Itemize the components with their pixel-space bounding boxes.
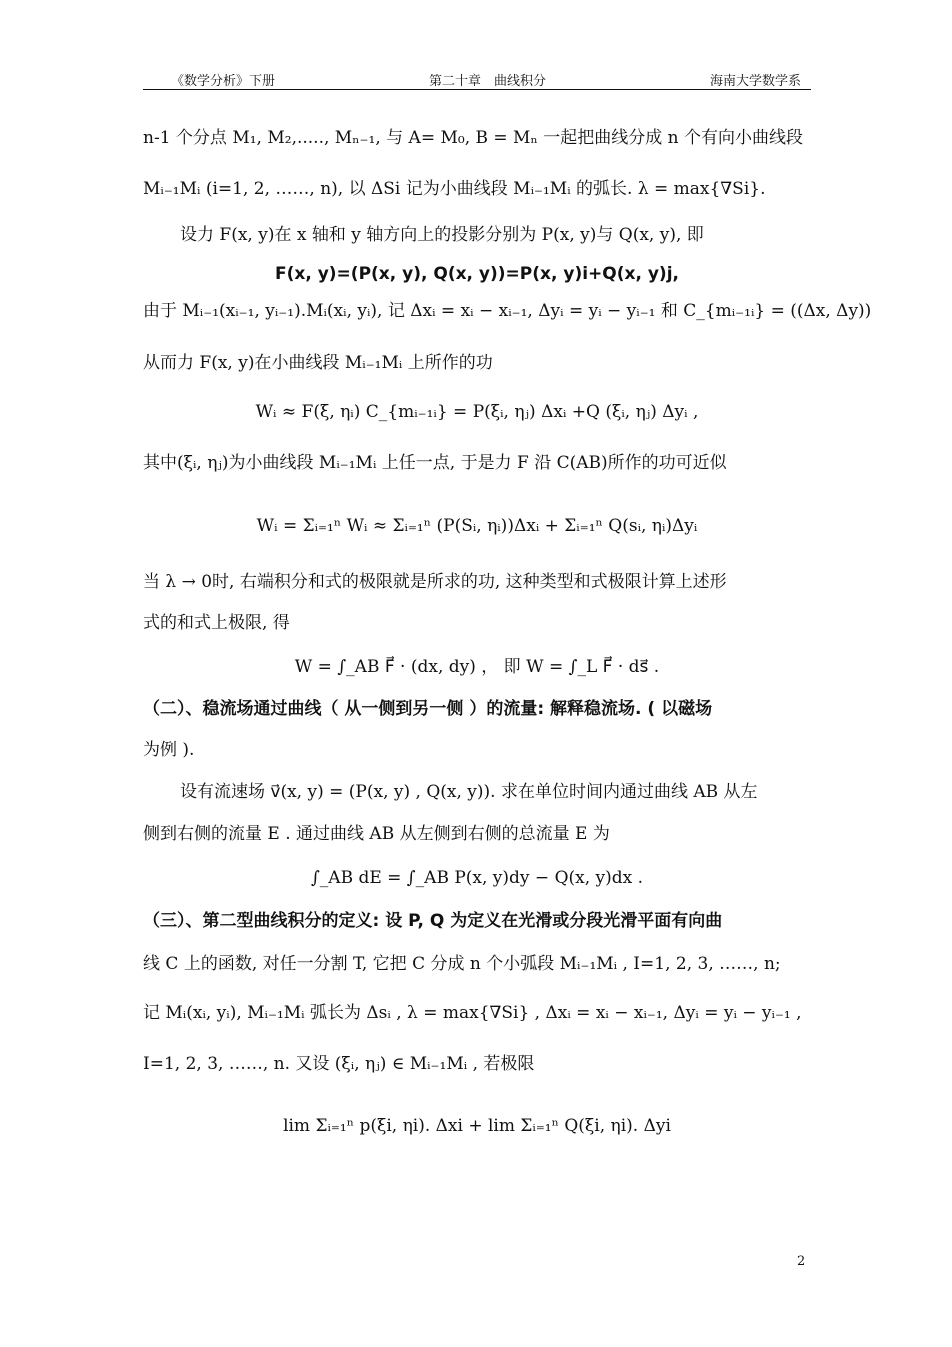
text-line: 侧到右侧的流量 E . 通过曲线 AB 从左侧到右侧的总流量 E 为	[143, 824, 610, 844]
section-heading: （三）、第二型曲线积分的定义: 设 P, Q 为定义在光滑或分段光滑平面有向曲	[143, 911, 723, 931]
header-department: 海南大学数学系	[709, 74, 801, 89]
text-line: 设有流速场 v⃗(x, y) = (P(x, y) , Q(x, y)). 求在单位时间内通过曲线 AB 从左	[180, 782, 758, 802]
page-number: 2	[797, 1254, 806, 1269]
section-heading: （二）、稳流场通过曲线（ 从一侧到另一侧 ）的流量: 解释稳流场. ( 以磁场	[143, 699, 713, 719]
text-line: 从而力 F(x, y)在小曲线段 Mᵢ₋₁Mᵢ 上所作的功	[143, 353, 493, 373]
header-chapter-title: 第二十章 曲线积分	[429, 74, 547, 89]
text-line: 由于 Mᵢ₋₁(xᵢ₋₁, yᵢ₋₁).Mᵢ(xᵢ, yᵢ), 记 Δxᵢ = xᵢ − xᵢ₋₁, Δyᵢ = yᵢ − yᵢ₋₁ 和 C_{mᵢ₋₁ᵢ} = ((Δx, Δy))	[143, 301, 872, 321]
text-line: 设力 F(x, y)在 x 轴和 y 轴方向上的投影分别为 P(x, y)与 Q(x, y), 即	[180, 225, 704, 245]
text-line: Mᵢ₋₁Mᵢ (i=1, 2, ……, n), 以 ΔSi 记为小曲线段 Mᵢ₋₁Mᵢ 的弧长. λ = max{∇Si}.	[143, 179, 766, 199]
text-line: 为例 ).	[143, 740, 195, 760]
formula-line: Wᵢ = Σᵢ₌₁ⁿ Wᵢ ≈ Σᵢ₌₁ⁿ (P(Sᵢ, ηᵢ))Δxᵢ + Σᵢ₌₁ⁿ Q(sᵢ, ηᵢ)Δyᵢ	[256, 516, 698, 536]
text-line: 记 Mᵢ(xᵢ, yᵢ), Mᵢ₋₁Mᵢ 弧长为 Δsᵢ , λ = max{∇Si} , Δxᵢ = xᵢ − xᵢ₋₁, Δyᵢ = yᵢ − yᵢ₋₁ ,	[143, 1003, 802, 1023]
formula-line: W = ∫_AB F⃗ · (dx, dy) ， 即 W = ∫_L F⃗ · ds⃗ .	[294, 657, 660, 677]
header-book-title: 《数学分析》下册	[171, 74, 276, 89]
text-line: 当 λ → 0时, 右端积分和式的极限就是所求的功, 这种类型和式极限计算上述形	[143, 572, 727, 592]
page-header	[143, 70, 811, 90]
formula-line: Wᵢ ≈ F(ξ, ηᵢ) C_{mᵢ₋₁ᵢ} = P(ξᵢ, ηⱼ) Δxᵢ +Q (ξᵢ, ηⱼ) Δyᵢ ,	[255, 402, 699, 422]
text-line: 其中(ξᵢ, ηⱼ)为小曲线段 Mᵢ₋₁Mᵢ 上任一点, 于是力 F 沿 C(AB)所作的功可近似	[143, 453, 727, 473]
text-line: 线 C 上的函数, 对任一分割 T, 它把 C 分成 n 个小弧段 Mᵢ₋₁Mᵢ , I=1, 2, 3, ……, n;	[143, 954, 781, 974]
text-line: 式的和式上极限, 得	[143, 613, 290, 633]
formula-line: F(x, y)=(P(x, y), Q(x, y))=P(x, y)i+Q(x, y)j,	[274, 264, 679, 284]
text-line: I=1, 2, 3, ……, n. 又设 (ξᵢ, ηⱼ) ∈ Mᵢ₋₁Mᵢ , 若极限	[143, 1054, 535, 1074]
header-rule	[143, 89, 811, 90]
text-line: n-1 个分点 M₁, M₂,....., Mₙ₋₁, 与 A= M₀, B = Mₙ 一起把曲线分成 n 个有向小曲线段	[143, 128, 803, 148]
formula-line: lim Σᵢ₌₁ⁿ p(ξi, ηi). Δxi + lim Σᵢ₌₁ⁿ Q(ξi, ηi). Δyi	[283, 1116, 671, 1136]
formula-line: ∫_AB dE = ∫_AB P(x, y)dy − Q(x, y)dx .	[310, 868, 644, 888]
